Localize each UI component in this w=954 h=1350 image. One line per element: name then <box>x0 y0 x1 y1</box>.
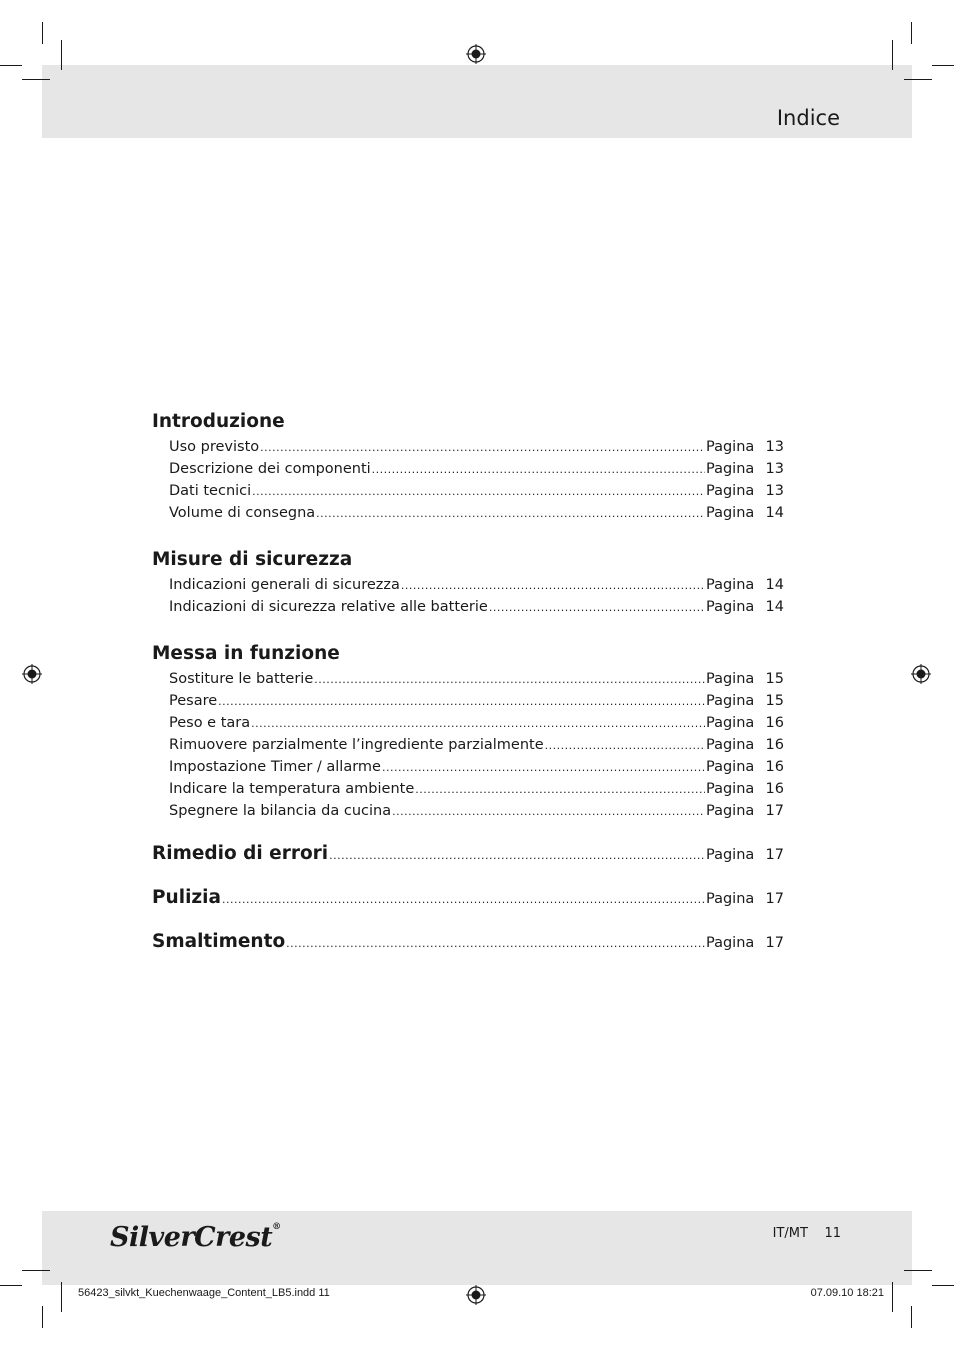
toc-entry-label: Uso previsto <box>169 439 260 455</box>
toc-entry-label: Rimuovere parzialmente l’ingrediente parzialmente <box>169 737 544 753</box>
toc-entry-page: 16 <box>765 737 784 753</box>
crop-mark <box>892 1282 893 1312</box>
toc-entry-page: 14 <box>765 505 784 521</box>
toc-section-title: Misure di sicurezza <box>152 549 353 570</box>
toc-section-single[interactable] <box>152 920 784 964</box>
toc-entry[interactable] <box>152 690 784 712</box>
toc-entry[interactable] <box>152 458 784 480</box>
toc-entry-page: 16 <box>765 715 784 731</box>
toc-entry-label: Descrizione dei componenti <box>169 461 371 477</box>
toc-entry[interactable] <box>152 800 784 822</box>
registration-mark-icon <box>22 664 42 684</box>
toc-entry-label: Dati tecnici <box>169 483 252 499</box>
toc-entry-pagina: Pagina <box>706 483 755 499</box>
toc-entry-page: 15 <box>765 693 784 709</box>
toc-section <box>152 640 784 822</box>
toc-entry-pagina: Pagina <box>706 671 755 687</box>
leader-dots <box>251 713 705 735</box>
toc-entry-page: 13 <box>765 483 784 499</box>
crop-mark <box>904 1270 932 1271</box>
brand-logo <box>110 1222 281 1253</box>
toc-entry-pagina: Pagina <box>706 737 755 753</box>
toc-entry-page: 16 <box>765 781 784 797</box>
crop-mark <box>904 79 932 80</box>
crop-mark <box>892 40 893 70</box>
footer-locale: IT/MT <box>772 1226 808 1241</box>
registration-mark-icon <box>911 664 931 684</box>
toc-entry[interactable] <box>152 480 784 502</box>
toc-section-title: Pulizia <box>152 887 222 908</box>
leader-dots <box>316 503 705 525</box>
crop-mark <box>61 1282 62 1312</box>
leader-dots <box>382 757 705 779</box>
toc-entry-page: 14 <box>765 577 784 593</box>
toc-entry-label: Impostazione Timer / allarme <box>169 759 381 775</box>
leader-dots <box>329 834 705 878</box>
toc-entry-pagina: Pagina <box>706 461 755 477</box>
leader-dots <box>401 575 705 597</box>
toc-entry[interactable] <box>152 502 784 524</box>
toc-entry-pagina: Pagina <box>706 781 755 797</box>
crop-mark <box>22 79 50 80</box>
leader-dots <box>314 669 705 691</box>
leader-dots <box>489 597 705 619</box>
slug-date: 07.09.10 18:21 <box>810 1287 884 1299</box>
toc-entry[interactable] <box>152 734 784 756</box>
toc-entry-label: Sostiture le batterie <box>169 671 314 687</box>
toc-section-title: Introduzione <box>152 411 285 432</box>
toc-entry-pagina: Pagina <box>706 577 755 593</box>
toc-entry-pagina: Pagina <box>706 505 755 521</box>
toc-entry-page: 13 <box>765 461 784 477</box>
toc-entry-label: Spegnere la bilancia da cucina <box>169 803 392 819</box>
toc-entry-pagina: Pagina <box>706 803 755 819</box>
crop-mark <box>932 1285 954 1286</box>
crop-mark <box>911 22 912 44</box>
toc-entry-page: 17 <box>765 803 784 819</box>
toc-entry-pagina: Pagina <box>706 759 755 775</box>
toc-entry-page: 17 <box>765 935 784 951</box>
crop-mark <box>61 40 62 70</box>
toc-entry-pagina: Pagina <box>706 693 755 709</box>
toc-entry-label: Volume di consegna <box>169 505 316 521</box>
leader-dots <box>222 878 705 922</box>
leader-dots <box>415 779 705 801</box>
toc-entry-label: Indicazioni generali di sicurezza <box>169 577 400 593</box>
brand-registered-mark: ® <box>272 1222 281 1232</box>
page-title: Indice <box>776 106 840 130</box>
toc-entry[interactable] <box>152 668 784 690</box>
toc-section-single[interactable] <box>152 876 784 920</box>
toc-entry-page: 17 <box>765 891 784 907</box>
toc-entry-page: 15 <box>765 671 784 687</box>
toc-entry-label: Pesare <box>169 693 218 709</box>
toc-entry-page: 17 <box>765 847 784 863</box>
toc-section <box>152 546 784 618</box>
footer-page-number: 11 <box>824 1226 841 1241</box>
toc-entry[interactable] <box>152 712 784 734</box>
toc-entry[interactable] <box>152 436 784 458</box>
toc-entry-label: Peso e tara <box>169 715 251 731</box>
toc-entry-pagina: Pagina <box>706 891 755 907</box>
footer-page-info <box>773 1226 841 1241</box>
registration-mark-icon <box>466 44 486 64</box>
leader-dots <box>218 691 705 713</box>
table-of-contents <box>152 408 784 964</box>
leader-dots <box>545 735 705 757</box>
toc-entry[interactable] <box>152 756 784 778</box>
toc-entry-pagina: Pagina <box>706 847 755 863</box>
toc-section <box>152 408 784 524</box>
toc-entry-pagina: Pagina <box>706 715 755 731</box>
toc-section-title: Smaltimento <box>152 931 286 952</box>
toc-section-single[interactable] <box>152 832 784 876</box>
crop-mark <box>22 1270 50 1271</box>
toc-section-title: Messa in funzione <box>152 643 340 664</box>
crop-mark <box>42 1306 43 1328</box>
toc-entry-page: 13 <box>765 439 784 455</box>
toc-entry-pagina: Pagina <box>706 439 755 455</box>
leader-dots <box>260 437 705 459</box>
crop-mark <box>0 65 22 66</box>
brand-name: SilverCrest <box>110 1222 273 1253</box>
crop-mark <box>932 65 954 66</box>
toc-entry-page: 14 <box>765 599 784 615</box>
slug-file-name: 56423_silvkt_Kuechenwaage_Content_LB5.indd 11 <box>78 1287 330 1299</box>
toc-entry[interactable] <box>152 778 784 800</box>
toc-entry-pagina: Pagina <box>706 599 755 615</box>
leader-dots <box>372 459 705 481</box>
leader-dots <box>252 481 705 503</box>
toc-entry-label: Indicare la temperatura ambiente <box>169 781 415 797</box>
registration-mark-icon <box>466 1285 486 1305</box>
toc-entry-pagina: Pagina <box>706 935 755 951</box>
toc-section-title: Rimedio di errori <box>152 843 329 864</box>
leader-dots <box>286 922 705 966</box>
leader-dots <box>392 801 705 823</box>
toc-entry-page: 16 <box>765 759 784 775</box>
toc-entry-label: Indicazioni di sicurezza relative alle batterie <box>169 599 488 615</box>
crop-mark <box>42 22 43 44</box>
crop-mark <box>0 1285 22 1286</box>
toc-entry[interactable] <box>152 574 784 596</box>
crop-mark <box>911 1306 912 1328</box>
toc-entry[interactable] <box>152 596 784 618</box>
